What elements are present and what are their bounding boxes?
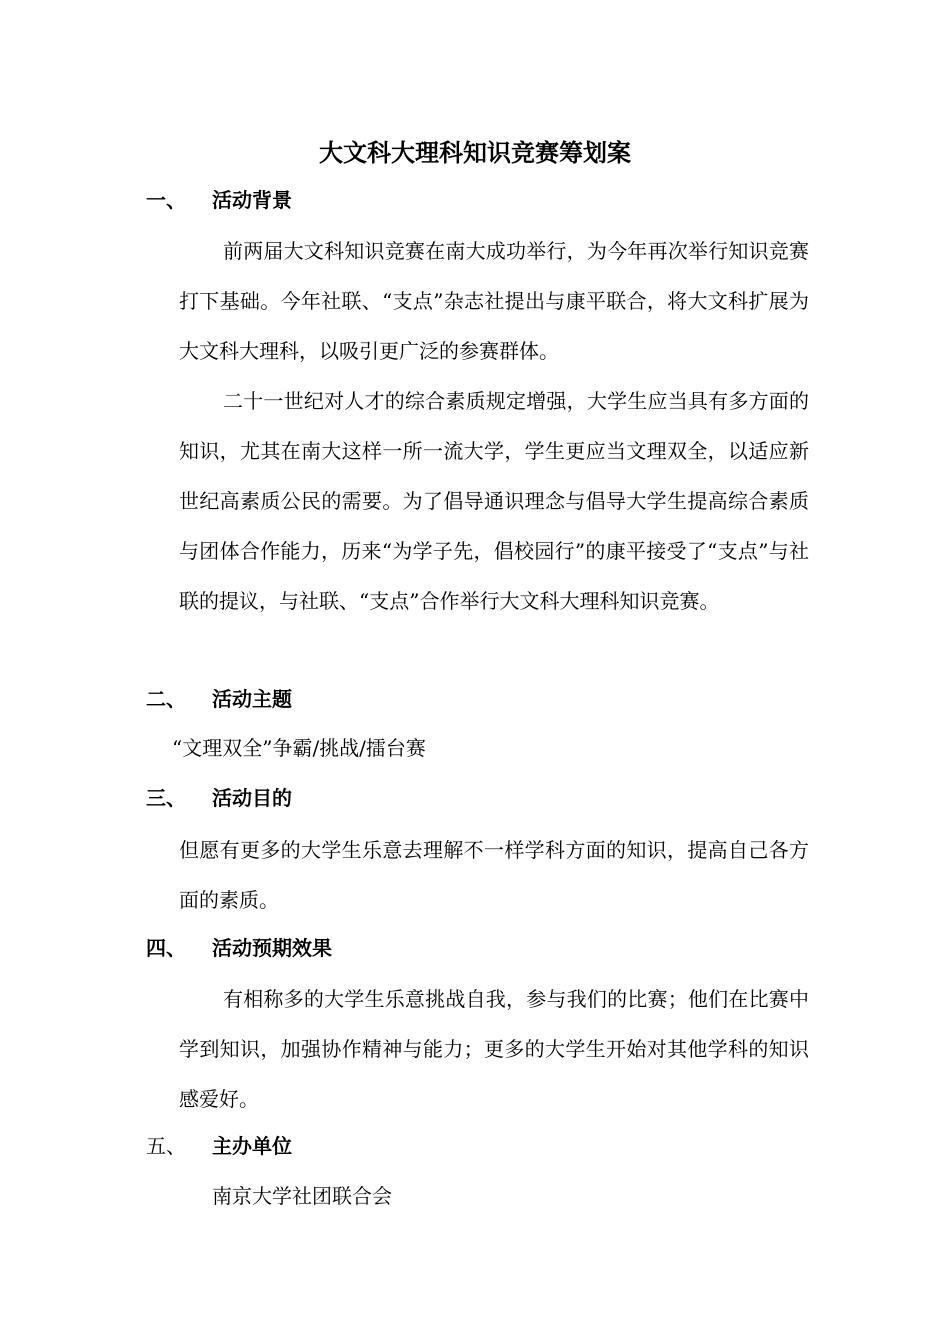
section-number: 二、 <box>146 687 186 711</box>
section-heading-theme <box>146 683 292 715</box>
section-title: 主办单位 <box>212 1134 292 1158</box>
section-number: 四、 <box>146 936 186 960</box>
expected-effect-paragraph: 有相称多的大学生乐意挑战自我，参与我们的比赛；他们在比赛中学到知识，加强协作精神与能力；更多的大学生开始对其他学科的知识感爱好。 <box>179 987 809 1111</box>
purpose-paragraph: 但愿有更多的大学生乐意去理解不一样学科方面的知识，提高自己各方面的素质。 <box>179 838 809 912</box>
section-number: 一、 <box>146 188 186 212</box>
section-title: 活动背景 <box>212 188 292 212</box>
section-title: 活动目的 <box>212 786 292 810</box>
section-heading-expected-effect <box>146 932 332 964</box>
organizer-text: 南京大学社团联合会 <box>212 1184 392 1208</box>
background-paragraph-1: 前两届大文科知识竞赛在南大成功举行，为今年再次举行知识竞赛打下基础。今年社联、“支点”杂志社提出与康平联合，将大文科扩展为大文科大理科，以吸引更广泛的参赛群体。 <box>179 239 809 363</box>
section-title: 活动预期效果 <box>212 936 332 960</box>
section-number: 五、 <box>146 1134 186 1158</box>
section-heading-organizer <box>146 1130 292 1162</box>
section-number: 三、 <box>146 786 186 810</box>
section-title: 活动主题 <box>212 687 292 711</box>
theme-text: “文理双全”争霸/挑战/擂台赛 <box>172 736 426 760</box>
background-paragraph-2: 二十一世纪对人才的综合素质规定增强，大学生应当具有多方面的知识，尤其在南大这样一所一流大学，学生更应当文理双全，以适应新世纪高素质公民的需要。为了倡导通识理念与倡导大学生提高综合素质与团体合作能力，历来“为学子先，倡校园行”的康平接受了“支点”与社联的提议，与社联、“支点”合作举行大文科大理科知识竞赛。 <box>179 389 809 613</box>
section-heading-background <box>146 184 292 216</box>
section-heading-purpose <box>146 782 292 814</box>
document-title: 大文科大理科知识竞赛筹划案 <box>319 139 631 167</box>
